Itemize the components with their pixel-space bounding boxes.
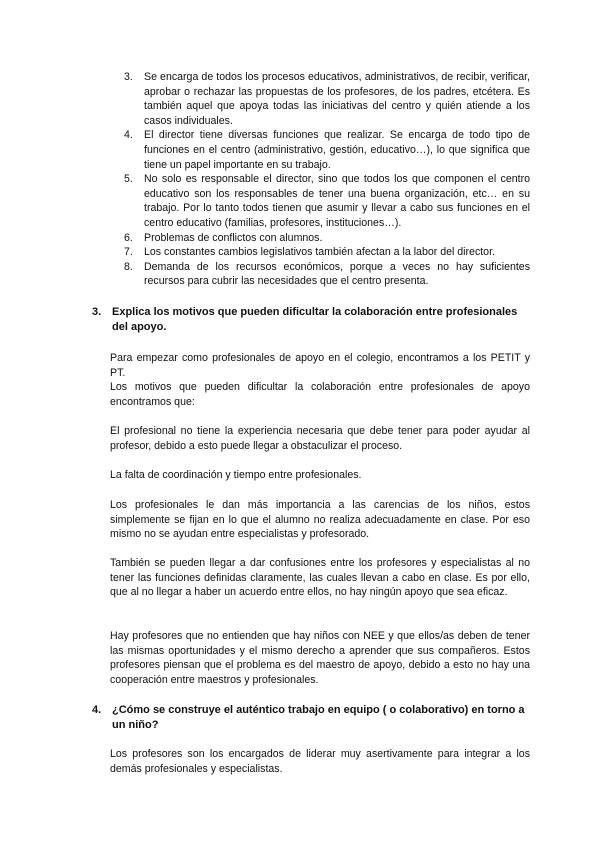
list-item (124, 172, 530, 230)
list-item-text: Los constantes cambios legislativos también afectan a la labor del director. (144, 246, 495, 259)
paragraph: La falta de coordinación y tiempo entre profesionales. (110, 469, 362, 481)
paragraph: Para empezar como profesionales de apoyo en el colegio, encontramos a los PETIT y PT. (110, 352, 530, 379)
list-item-number: 3. (124, 71, 133, 83)
section-3-heading (92, 305, 532, 335)
paragraph: Los profesionales le dan más importancia a las carencias de los niños, estos simplemente se fijan en lo que el alumno no realiza adecuadamente en clase. Por eso mismo no se ayudan entre especialistas y profesorado. (110, 499, 530, 541)
list-item (124, 70, 530, 128)
list-item-number: 8. (124, 260, 133, 273)
list-item-number: 5. (124, 173, 133, 186)
paragraph: Los motivos que pueden dificultar la colaboración entre profesionales de apoyo encontramos que: (110, 381, 530, 408)
list-item-number: 4. (124, 129, 133, 142)
section-number: 3. (92, 306, 102, 318)
list-item (124, 231, 530, 246)
list-item-text: Demanda de los recursos económicos, porque a veces no hay suficientes recursos para cubrir las necesidades que el centro presenta. (144, 260, 530, 288)
list-item-text: Problemas de conflictos con alumnos. (144, 231, 323, 244)
paragraph: También se pueden llegar a dar confusiones entre los profesores y especialistas al no tener las funciones definidas claramente, las cuales llevan a cabo en clase. Es por ello, que al no llegar a haber un acuerdo entre ellos, no hay ningún apoyo que sea eficaz. (110, 557, 530, 599)
list-item-number: 6. (124, 231, 133, 244)
paragraph: El profesional no tiene la experiencia necesaria que debe tener para poder ayudar al profesor, debido a esto puede llegar a obstaculizar el proceso. (110, 425, 530, 452)
section-number: 4. (92, 704, 102, 716)
list-item (124, 128, 530, 172)
list-item (124, 245, 530, 260)
list-item (124, 260, 530, 289)
list-item-number: 7. (124, 246, 133, 259)
numbered-list (124, 70, 530, 289)
section-4-heading (92, 703, 532, 733)
section-title: Explica los motivos que pueden dificultar la colaboración entre profesionales del apoyo. (112, 306, 518, 333)
paragraph: Hay profesores que no entienden que hay niños con NEE y que ellos/as deben de tener las mismas oportunidades y el mismo derecho a aprender que sus compañeros. Estos profesores piensan que el problema es del maestro de apoyo, debido a esto no hay una cooperación entre maestros y profesionales. (110, 630, 530, 686)
section-title: ¿Cómo se construye el auténtico trabajo en equipo ( o colaborativo) en torno a un niño? (112, 704, 525, 731)
list-item-text: Se encarga de todos los procesos educativos, administrativos, de recibir, verificar, aprobar o rechazar las propuestas de los profesores, de los padres, etcétera. Es también aquel que apoya todas las iniciativas del centro y quién atiende a los casos individuales. (144, 71, 530, 127)
list-item-text: El director tiene diversas funciones que realizar. Se encarga de todo tipo de funciones en el centro (administrativo, gestión, educativo…), lo que significa que tiene un papel importante en su trabajo. (144, 129, 530, 171)
list-item-text: No solo es responsable el director, sino que todos los que componen el centro educativo son los responsables de tener una buena organización, etc… en su trabajo. Por lo tanto todos tienen que asumir y llevar a cabo sus funciones en el centro educativo (familias, profesores, instituciones…). (144, 173, 530, 229)
paragraph: Los profesores son los encargados de liderar muy asertivamente para integrar a los demás profesionales y especialistas. (110, 748, 530, 775)
